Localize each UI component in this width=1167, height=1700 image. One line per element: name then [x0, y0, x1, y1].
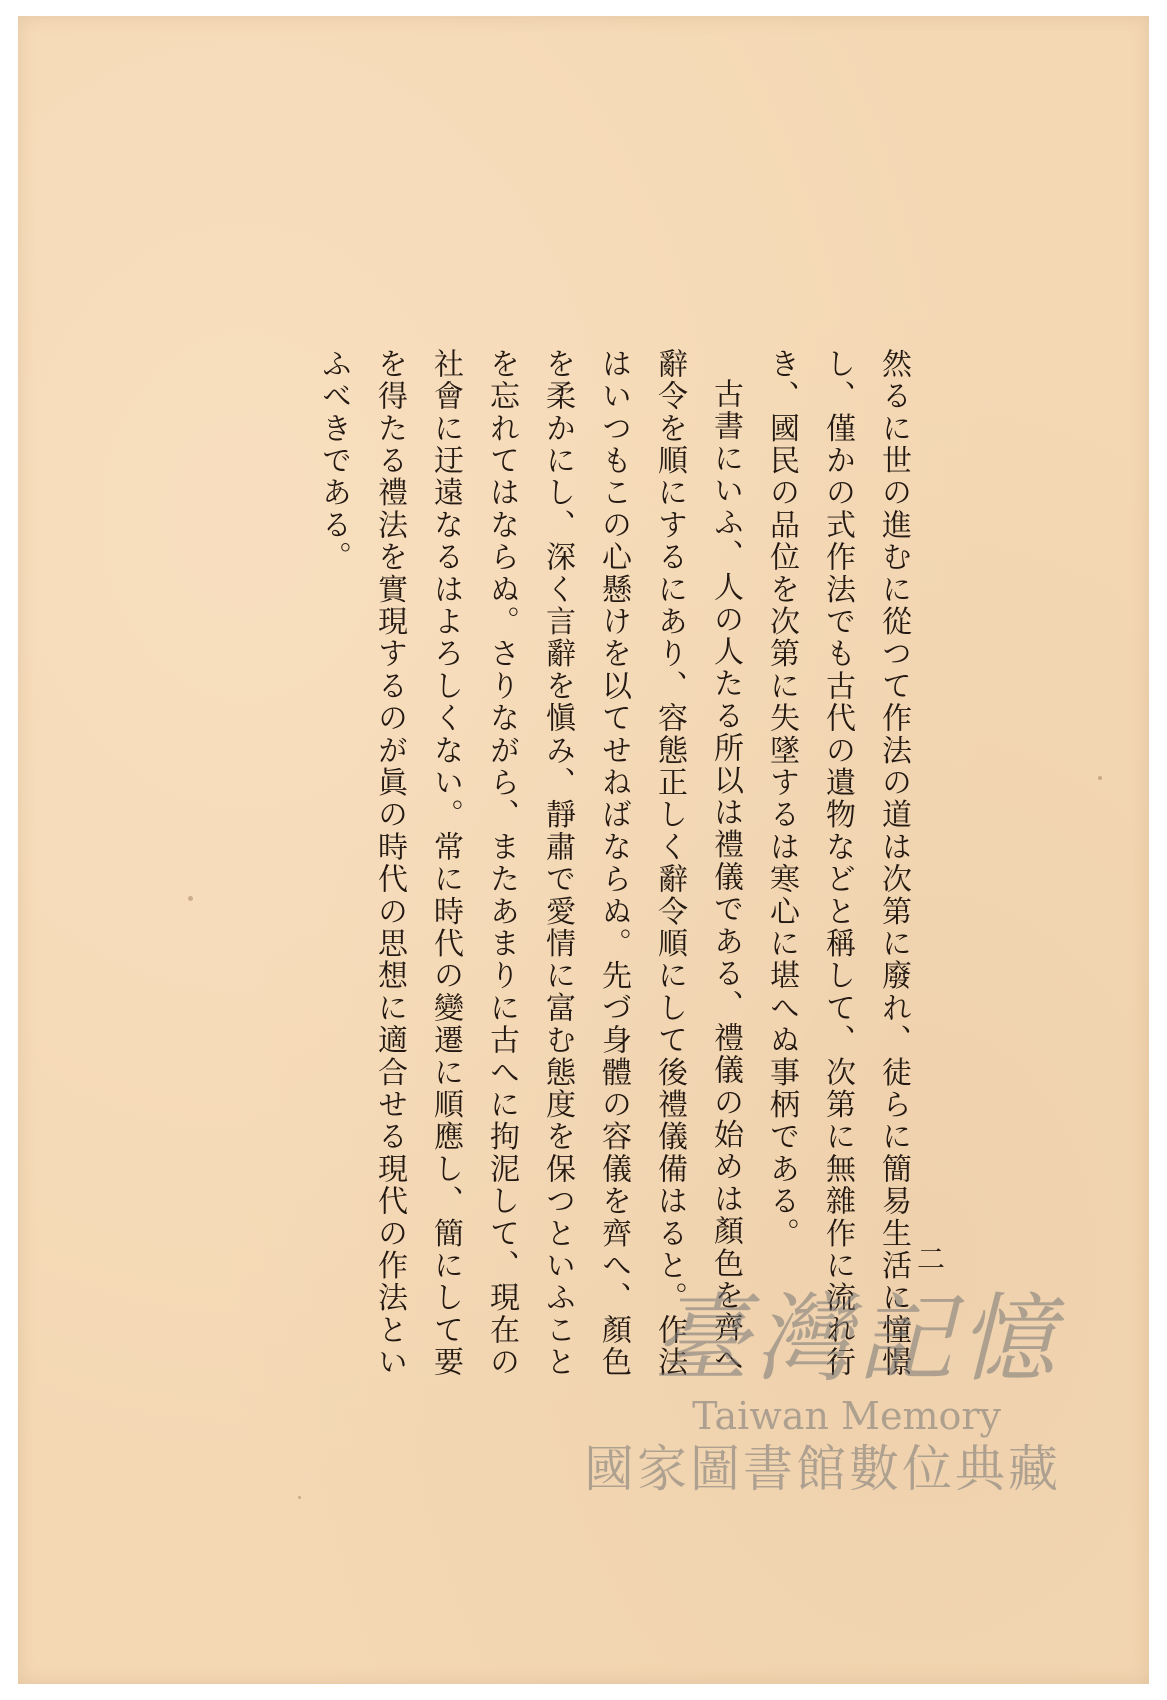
- book-page: [18, 16, 1149, 1684]
- watermark-institution: 國家圖書館數位典藏: [584, 1440, 1061, 1498]
- paragraph-1: 然るに世の進むに從つて作法の道は次第に廢れ、徒らに簡易生活に憧憬し、僅かの式作法でも古代の遺物などと稱して、次第に無雜作に流れ行き、國民の品位を次第に失墜するは寒心に堪へぬ事柄である。: [764, 348, 911, 1379]
- paper-speck: [188, 896, 193, 901]
- library-watermark: [541, 1284, 1061, 1544]
- paper-speck: [1098, 776, 1102, 780]
- watermark-english: Taiwan Memory: [692, 1394, 1001, 1438]
- page-number: 二: [913, 1244, 946, 1272]
- paper-speck: [298, 1496, 301, 1499]
- body-text: [305, 348, 921, 1388]
- paragraph-2: 古書にいふ、人の人たる所以は禮儀である、禮儀の始めは顏色を齊へ辭令を順にするにあり、容態正しく辭令順にして後禮儀備はると。作法はいつもこの心懸けを以てせねばならぬ。先づ身體の容儀を齊へ、顏色を柔かにし、深く言辭を愼み、靜肅で愛情に富む態度を保つといふことを忘れてはならぬ。さりながら、またあまりに古へに拘泥して、現在の社會に迂遠なるはよろしくない。常に時代の變遷に順應し、簡にして要を得たる禮法を實現するのが眞の時代の思想に適合せる現代の作法といふべきである。: [316, 348, 743, 1379]
- watermark-logo: 臺灣記憶: [653, 1283, 1061, 1395]
